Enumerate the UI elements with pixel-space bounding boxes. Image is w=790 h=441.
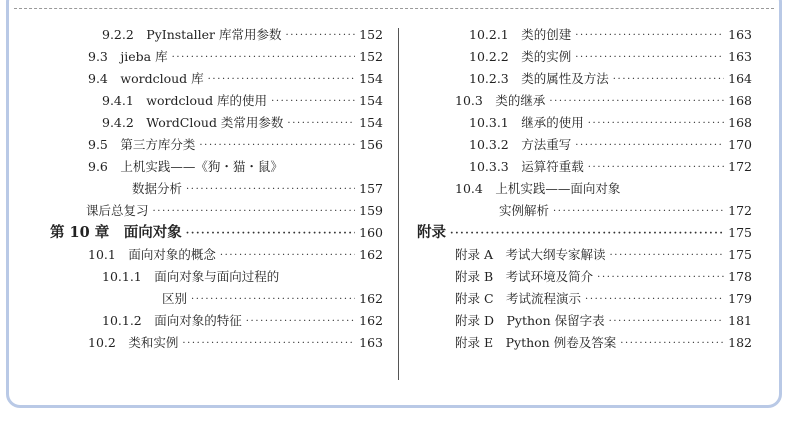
toc-entry[interactable] bbox=[50, 46, 383, 68]
toc-chapter-entry[interactable] bbox=[417, 222, 752, 244]
toc-entry[interactable] bbox=[50, 266, 383, 288]
toc-entry[interactable] bbox=[50, 178, 383, 200]
toc-page-number: 154 bbox=[359, 93, 383, 108]
toc-page-number: 175 bbox=[728, 225, 752, 240]
toc-page-number: 152 bbox=[359, 49, 383, 64]
dot-leader bbox=[153, 201, 356, 223]
dot-leader bbox=[186, 223, 355, 245]
toc-entry[interactable] bbox=[417, 90, 752, 112]
toc-entry-title: 9.2.2 PyInstaller 库常用参数 bbox=[102, 27, 282, 42]
toc-entry[interactable] bbox=[417, 310, 752, 332]
toc-entry-title: 附录 C 考试流程演示 bbox=[455, 291, 582, 306]
toc-entry-title: 10.3.3 运算符重载 bbox=[469, 159, 584, 174]
toc-entry[interactable] bbox=[417, 332, 752, 354]
toc-entry-title: 区别 bbox=[162, 291, 188, 306]
toc-entry-title: 9.6 上机实践——《狗・猫・鼠》 bbox=[88, 159, 283, 174]
toc-entry-title: 9.4.2 WordCloud 类常用参数 bbox=[102, 115, 284, 130]
toc-entry[interactable] bbox=[417, 68, 752, 90]
dot-leader bbox=[220, 245, 355, 267]
toc-entry-title: 9.5 第三方库分类 bbox=[88, 137, 196, 152]
toc-page-number: 162 bbox=[359, 313, 383, 328]
toc-page-number: 175 bbox=[728, 247, 752, 262]
toc-entry-title: 附录 D Python 保留字表 bbox=[455, 313, 605, 328]
toc-entry[interactable] bbox=[417, 156, 752, 178]
toc-page-number: 152 bbox=[359, 27, 383, 42]
dashed-divider bbox=[14, 8, 774, 9]
toc-entry[interactable] bbox=[50, 68, 383, 90]
dot-leader bbox=[549, 91, 724, 113]
toc-entry[interactable] bbox=[50, 112, 383, 134]
column-divider bbox=[398, 28, 399, 380]
toc-page-number: 159 bbox=[359, 203, 383, 218]
toc-page-number: 154 bbox=[359, 71, 383, 86]
toc-page-number: 168 bbox=[728, 93, 752, 108]
dot-leader bbox=[172, 47, 356, 69]
dot-leader bbox=[575, 47, 724, 69]
toc-entry-title: 10.4 上机实践——面向对象 bbox=[455, 181, 621, 196]
toc-page-number: 164 bbox=[728, 71, 752, 86]
toc-entry-title: 附录 E Python 例卷及答案 bbox=[455, 335, 617, 350]
toc-entry-title: 附录 bbox=[417, 224, 446, 241]
toc-page-number: 157 bbox=[359, 181, 383, 196]
toc-entry[interactable] bbox=[417, 46, 752, 68]
toc-entry-title: 数据分析 bbox=[132, 181, 183, 196]
dot-leader bbox=[186, 179, 355, 201]
dot-leader bbox=[613, 69, 724, 91]
dot-leader bbox=[610, 245, 725, 267]
toc-entry-title: 9.4.1 wordcloud 库的使用 bbox=[102, 93, 268, 108]
toc-entry-title: 10.2.3 类的属性及方法 bbox=[469, 71, 609, 86]
toc-entry[interactable] bbox=[417, 266, 752, 288]
toc-entry[interactable] bbox=[50, 134, 383, 156]
toc-entry[interactable] bbox=[50, 90, 383, 112]
toc-page-number: 178 bbox=[728, 269, 752, 284]
dot-leader bbox=[182, 333, 355, 355]
toc-page-number: 179 bbox=[728, 291, 752, 306]
toc-right-column bbox=[417, 24, 752, 354]
dot-leader bbox=[620, 333, 724, 355]
toc-page-number: 170 bbox=[728, 137, 752, 152]
toc-entry-title: 10.2.2 类的实例 bbox=[469, 49, 572, 64]
toc-page-number: 163 bbox=[728, 27, 752, 42]
toc-entry[interactable] bbox=[50, 24, 383, 46]
dot-leader bbox=[199, 135, 355, 157]
toc-entry[interactable] bbox=[50, 332, 383, 354]
toc-page-number: 162 bbox=[359, 247, 383, 262]
toc-entry[interactable] bbox=[417, 134, 752, 156]
toc-page-number: 154 bbox=[359, 115, 383, 130]
dot-leader bbox=[575, 135, 724, 157]
toc-page-number: 160 bbox=[359, 225, 383, 240]
dot-leader bbox=[575, 25, 724, 47]
toc-entry[interactable] bbox=[417, 178, 752, 200]
toc-entry-title: 10.1.1 面向对象与面向过程的 bbox=[102, 269, 280, 284]
toc-left-column bbox=[50, 24, 383, 354]
toc-page-number: 182 bbox=[728, 335, 752, 350]
dot-leader bbox=[286, 25, 356, 47]
dot-leader bbox=[585, 289, 724, 311]
dot-leader bbox=[588, 113, 724, 135]
dot-leader bbox=[450, 223, 724, 245]
dot-leader bbox=[553, 201, 724, 223]
toc-entry-title: 附录 A 考试大纲专家解读 bbox=[455, 247, 606, 262]
toc-entry[interactable] bbox=[417, 288, 752, 310]
toc-entry[interactable] bbox=[50, 288, 383, 310]
toc-entry-title: 第 10 章 面向对象 bbox=[50, 224, 182, 241]
toc-entry[interactable] bbox=[417, 244, 752, 266]
dot-leader bbox=[597, 267, 724, 289]
toc-entry-title: 实例解析 bbox=[499, 203, 550, 218]
toc-entry[interactable] bbox=[50, 310, 383, 332]
toc-page-number: 181 bbox=[728, 313, 752, 328]
toc-entry[interactable] bbox=[417, 112, 752, 134]
toc-entry-title: 10.3 类的继承 bbox=[455, 93, 546, 108]
toc-chapter-entry[interactable] bbox=[50, 222, 383, 244]
dot-leader bbox=[588, 157, 724, 179]
toc-entry-title: 10.2 类和实例 bbox=[88, 335, 179, 350]
dot-leader bbox=[208, 69, 356, 91]
dot-leader bbox=[609, 311, 725, 333]
dot-leader bbox=[191, 289, 355, 311]
toc-entry[interactable] bbox=[417, 200, 752, 222]
toc-page-number: 172 bbox=[728, 203, 752, 218]
toc-page-number: 163 bbox=[728, 49, 752, 64]
toc-entry-title: 10.2.1 类的创建 bbox=[469, 27, 572, 42]
toc-entry-title: 10.3.2 方法重写 bbox=[469, 137, 572, 152]
toc-entry-title: 9.4 wordcloud 库 bbox=[88, 71, 204, 86]
toc-page-number: 162 bbox=[359, 291, 383, 306]
dot-leader bbox=[271, 91, 355, 113]
toc-page-number: 168 bbox=[728, 115, 752, 130]
toc-entry[interactable] bbox=[417, 24, 752, 46]
toc-entry-title: 附录 B 考试环境及简介 bbox=[455, 269, 594, 284]
toc-entry[interactable] bbox=[50, 200, 383, 222]
toc-entry-title: 10.1.2 面向对象的特征 bbox=[102, 313, 242, 328]
toc-page-number: 163 bbox=[359, 335, 383, 350]
toc-entry-title: 10.3.1 继承的使用 bbox=[469, 115, 584, 130]
toc-entry-title: 课后总复习 bbox=[86, 203, 149, 218]
toc-entry-title: 9.3 jieba 库 bbox=[88, 49, 168, 64]
dot-leader bbox=[246, 311, 355, 333]
toc-page-number: 156 bbox=[359, 137, 383, 152]
toc-entry-title: 10.1 面向对象的概念 bbox=[88, 247, 216, 262]
dot-leader bbox=[287, 113, 355, 135]
toc-page-number: 172 bbox=[728, 159, 752, 174]
toc-entry[interactable] bbox=[50, 156, 383, 178]
toc-entry[interactable] bbox=[50, 244, 383, 266]
